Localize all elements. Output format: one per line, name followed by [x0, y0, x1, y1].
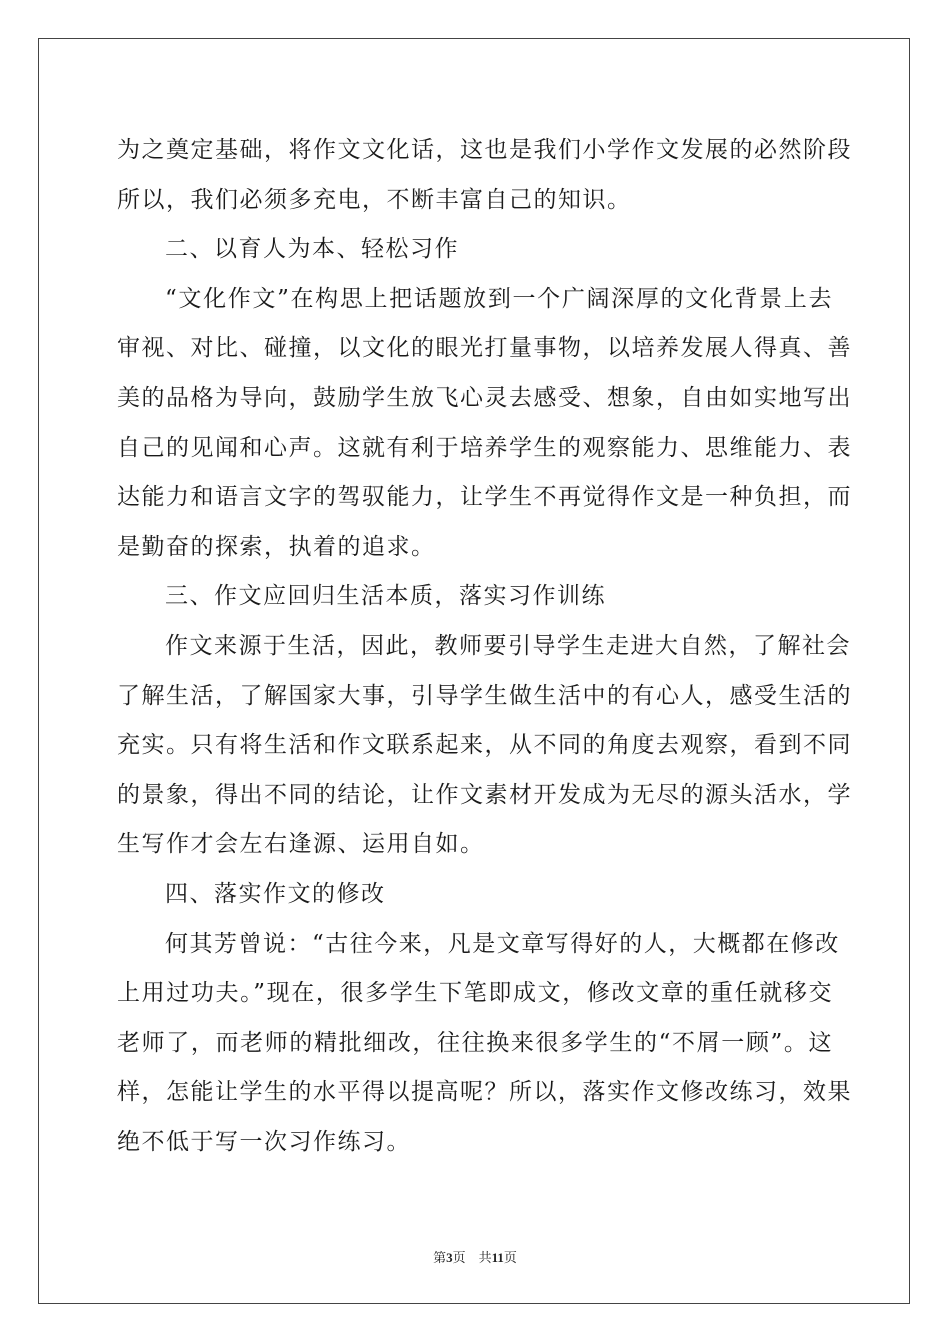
text-line: 老师了，而老师的精批细改，往往换来很多学生的“不屑一顾”。这	[117, 1029, 833, 1056]
text-line: 自己的见闻和心声。这就有利于培养学生的观察能力、思维能力、表	[117, 434, 852, 461]
text-line: 三、作文应回归生活本质，落实习作训练	[165, 583, 606, 610]
page-prefix: 第	[433, 1250, 447, 1265]
total-pages: 11	[491, 1250, 504, 1265]
text-line: 达能力和语言文字的驾驭能力，让学生不再觉得作文是一种负担，而	[117, 484, 852, 511]
text-line: 绝不低于写一次习作练习。	[117, 1128, 411, 1155]
page-footer	[0, 1247, 950, 1266]
text-line: “文化作文”在构思上把话题放到一个广阔深厚的文化背景上去	[165, 285, 833, 312]
text-line: 充实。只有将生活和作文联系起来，从不同的角度去观察，看到不同	[117, 732, 852, 759]
text-line: 作文来源于生活，因此，教师要引导学生走进大自然，了解社会	[165, 632, 851, 659]
document-body	[117, 126, 852, 1167]
page-number: 3	[446, 1250, 453, 1265]
text-line: 所以，我们必须多充电，不断丰富自己的知识。	[117, 186, 632, 213]
text-line: 美的品格为导向，鼓励学生放飞心灵去感受、想象，自由如实地写出	[117, 384, 852, 411]
text-line: 了解生活，了解国家大事，引导学生做生活中的有心人，感受生活的	[117, 682, 852, 709]
total-prefix: 共	[478, 1250, 492, 1265]
text-line: 的景象，得出不同的结论，让作文素材开发成为无尽的源头活水，学	[117, 781, 852, 808]
text-line: 为之奠定基础，将作文文化话，这也是我们小学作文发展的必然阶段	[117, 137, 852, 163]
text-line: 上用过功夫。”现在，很多学生下笔即成文，修改文章的重任就移交	[117, 980, 833, 1007]
text-line: 样，怎能让学生的水平得以提高呢？所以，落实作文修改练习，效果	[117, 1079, 852, 1106]
text-line: 何其芳曾说：“古往今来，凡是文章写得好的人，大概都在修改	[165, 930, 840, 957]
text-line: 审视、对比、碰撞，以文化的眼光打量事物，以培养发展人得真、善	[117, 335, 852, 362]
text-line: 二、以育人为本、轻松习作	[165, 236, 459, 263]
text-line: 四、落实作文的修改	[165, 880, 386, 907]
page-suffix: 页	[452, 1250, 466, 1265]
text-line: 生写作才会左右逢源、运用自如。	[117, 831, 485, 858]
text-line: 是勤奋的探索，执着的追求。	[117, 533, 436, 560]
total-suffix: 页	[503, 1250, 517, 1265]
